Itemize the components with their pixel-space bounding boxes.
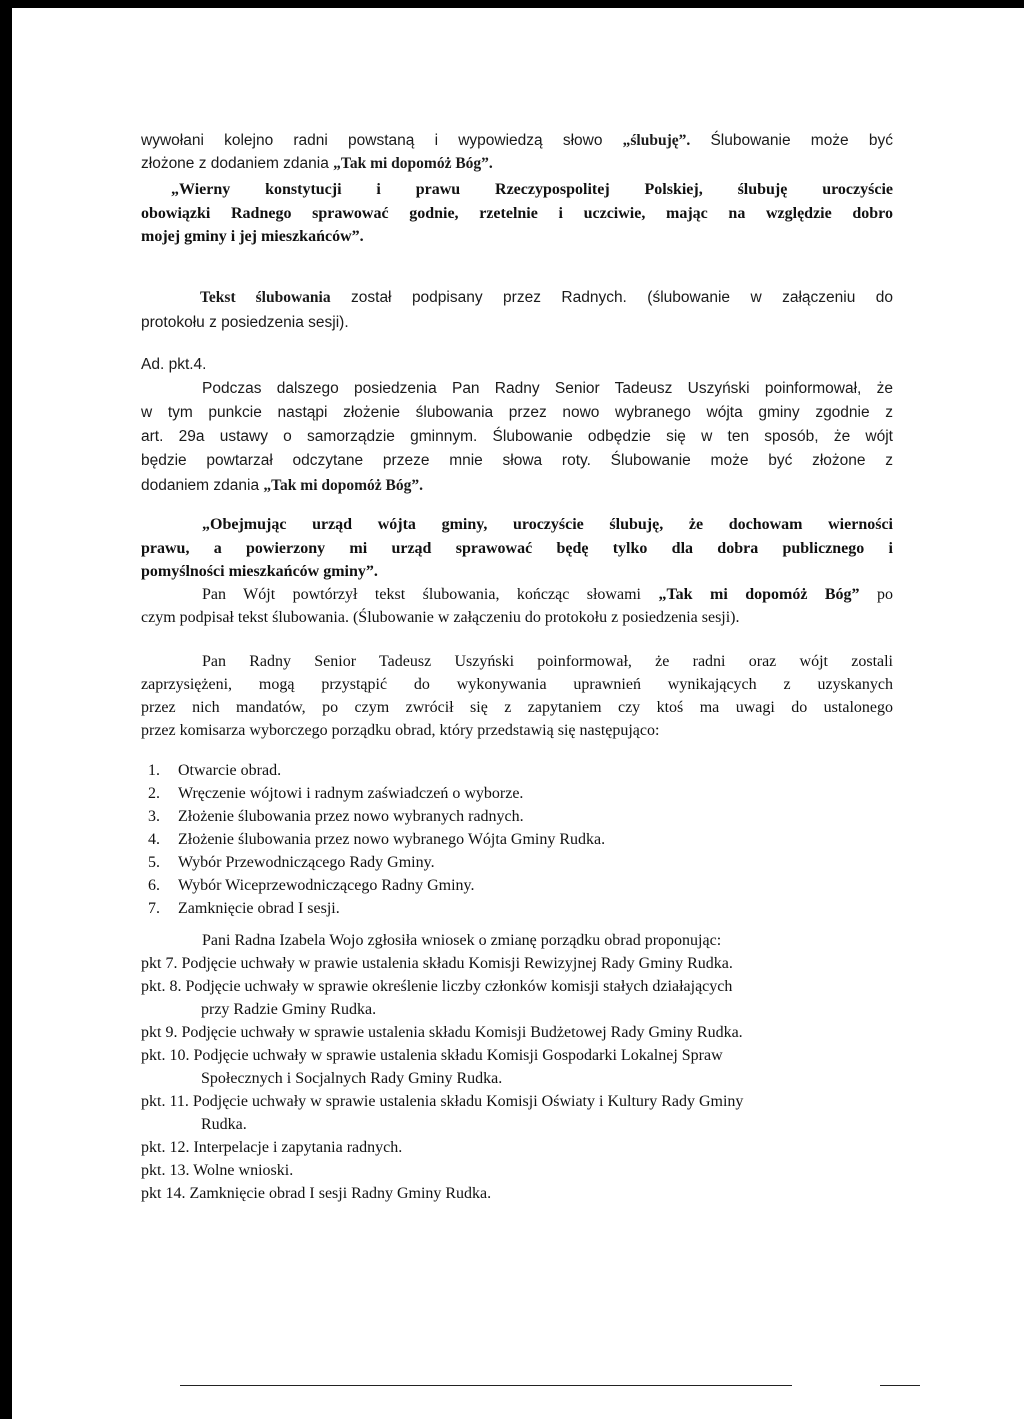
para4-line3: art. 29a ustawy o samorządzie gminnym. Ślubowanie odbędzie się w ten sposób, że wójt — [141, 428, 893, 445]
list-item-continuation: Społecznych i Socjalnych Rady Gminy Rudka. — [201, 1070, 503, 1087]
signed-line2: protokołu z posiedzenia sesji). — [141, 314, 349, 331]
scan-border-top — [0, 0, 1024, 8]
list-item: pkt 14. Zamknięcie obrad I sesji Radny Gminy Rudka. — [141, 1185, 492, 1202]
oath2-line2: prawu, a powierzony mi urząd sprawować będę tylko dla dobra publicznego i — [141, 540, 893, 557]
scan-border-left — [0, 0, 12, 1419]
para4-line4: będzie powtarzał odczytane przeze mnie słowa roty. Ślubowanie może być złożone z — [141, 452, 893, 469]
motion-intro: Pani Radna Izabela Wojo zgłosiła wniosek o zmianę porządku obrad proponując: — [202, 932, 722, 949]
list-item: pkt. 13. Wolne wnioski. — [141, 1162, 294, 1179]
footer-rule-left — [880, 1385, 920, 1386]
para5-line2: zaprzysiężeni, mogą przystąpić do wykonywania uprawnień wynikających z uzyskanych — [141, 676, 893, 693]
signed-line1: Tekst ślubowania został podpisany przez Radnych. (ślubowanie w załączeniu do — [200, 289, 893, 306]
para4-line2: w tym punkcie nastąpi złożenie ślubowania przez nowo wybranego wójta gminy zgodnie z — [141, 404, 893, 421]
list-item-continuation: przy Radzie Gminy Rudka. — [201, 1001, 377, 1018]
para4-line1: Podczas dalszego posiedzenia Pan Radny Senior Tadeusz Uszyński poinformował, że — [202, 380, 893, 397]
list-item: pkt. 8. Podjęcie uchwały w sprawie określenie liczby członków komisji stałych działających — [141, 978, 733, 995]
para1-line2: złożone z dodaniem zdania „Tak mi dopomóż Bóg”. — [141, 155, 493, 172]
ad-pkt-4-label: Ad. pkt.4. — [141, 356, 207, 373]
list-item: pkt. 11. Podjęcie uchwały w sprawie ustalenia składu Komisji Oświaty i Kultury Rady Gminy — [141, 1093, 744, 1110]
oath1-line2: obowiązki Radnego sprawować godnie, rzetelnie i uczciwie, mając na względzie dobro — [141, 205, 893, 222]
para5-line3: przez nich mandatów, po czym zwrócił się z zapytaniem czy ktoś ma uwagi do ustalonego — [141, 699, 893, 716]
list-item-continuation: Rudka. — [201, 1116, 247, 1133]
list-item: pkt 7. Podjęcie uchwały w prawie ustalenia składu Komisji Rewizyjnej Rady Gminy Rudka. — [141, 955, 733, 972]
document-page: wywołani kolejno radni powstaną i wypowiedzą słowo „ślubuję”. Ślubowanie może być złożone z dodaniem zdania „Tak mi dopomóż Bóg”. „Wierny konstytucji i prawu Rzeczypospolitej Polskiej, ślubuję uroczyście obowiązki Radnego sprawować godnie, rzetelnie i uczciwie, mając na względzie dobro mojej gminy i jej mieszkańców”. Tekst ślubowania został podpisany przez Radnych. (ślubowanie w załączeniu do protokołu z posiedzenia sesji). Ad. pkt.4. Podczas dalszego posiedzenia Pan Radny Senior Tadeusz Uszyński poinformował, że w tym punkcie nastąpi złożenie ślubowania przez nowo wybranego wójta gminy zgodnie z art. 29a ustawy o samorządzie gminnym. Ślubowanie odbędzie się w ten sposób, że wójt będzie powtarzał odczytane przeze mnie słowa roty. Ślubowanie może być złożone z dodaniem zdania „Tak mi dopomóż Bóg”. „Obejmując urząd wójta gminy, uroczyście ślubuję, że dochowam wierności prawu, a powierzony mi urząd sprawować będę tylko dla dobra publicznego i pomyślności mieszkańców gminy”. Pan Wójt powtórzył tekst ślubowania, kończąc słowami „Tak mi dopomóż Bóg” po czym podpisał tekst ślubowania. (Ślubowanie w załączeniu do protokołu z posiedzenia sesji). Pan Radny Senior Tadeusz Uszyński poinformował, że radni oraz wójt zostali zaprzysiężeni, mogą przystąpić do wykonywania uprawnień wynikających z uzyskanych przez nich mandatów, po czym zwrócił się z zapytaniem czy ktoś ma uwagi do ustalonego przez komisarza wyborczego porządku obrad, który przedstawią się następująco: 1. Otwarcie obrad. 2. Wręczenie wójtowi i radnym zaświadczeń o wyborze. 3. Złożenie ślubowania przez nowo wybranych radnych. 4. Złożenie ślubowania przez nowo wybranego Wójta Gminy Rudka. 5. Wybór Przewodniczącego Rady Gminy. 6. Wybór Wiceprzewodniczącego Radny Gminy. 7. Zamknięcie obrad I sesji. Pani Radna Izabela Wojo zgłosiła wniosek o zmianę porządku obrad proponując: pkt 7. Podjęcie uchwały w prawie ustalenia składu Komisji Rewizyjnej Rady Gminy Rudka. pkt. 8. Podjęcie uchwały w sprawie określenie liczby członków komisji stałych działających przy Radzie Gminy Rudka. pkt 9. Podjęcie uchwały w sprawie ustalenia składu Komisji Budżetowej Rady Gminy Rudka. pkt. 10. Podjęcie uchwały w sprawie ustalenia składu Komisji Gospodarki Lokalnej Spraw Społecznych i Socjalnych Rady Gminy Rudka. pkt. 11. Podjęcie uchwały w sprawie ustalenia składu Komisji Oświaty i Kultury Rady Gminy Rudka. pkt. 12. Interpelacje i zapytania radnych. pkt. 13. Wolne wnioski. pkt 14. Zamknięcie obrad I sesji Radny Gminy Rudka. — [0, 0, 1024, 1419]
list-item: pkt. 12. Interpelacje i zapytania radnych. — [141, 1139, 403, 1156]
oath2-line1: „Obejmując urząd wójta gminy, uroczyście ślubuję, że dochowam wierności — [202, 516, 893, 533]
oath1-line1: „Wierny konstytucji i prawu Rzeczypospolitej Polskiej, ślubuję uroczyście — [171, 181, 893, 198]
footer-rule — [180, 1385, 792, 1386]
oath2-line3: pomyślności mieszkańców gminy”. — [141, 563, 378, 580]
para1-line1: wywołani kolejno radni powstaną i wypowiedzą słowo „ślubuję”. Ślubowanie może być — [141, 132, 893, 149]
oath1-line3: mojej gminy i jej mieszkańców”. — [141, 228, 364, 245]
list-item: pkt. 10. Podjęcie uchwały w sprawie ustalenia składu Komisji Gospodarki Lokalnej Spraw — [141, 1047, 723, 1064]
oath2-line5: czym podpisał tekst ślubowania. (Ślubowanie w załączeniu do protokołu z posiedzenia sesji). — [141, 609, 740, 626]
para5-line1: Pan Radny Senior Tadeusz Uszyński poinformował, że radni oraz wójt zostali — [202, 653, 893, 670]
list-item: pkt 9. Podjęcie uchwały w sprawie ustalenia składu Komisji Budżetowej Rady Gminy Rudka. — [141, 1024, 743, 1041]
para5-line4: przez komisarza wyborczego porządku obrad, który przedstawią się następująco: — [141, 722, 660, 739]
oath2-line4: Pan Wójt powtórzył tekst ślubowania, kończąc słowami „Tak mi dopomóż Bóg” po — [202, 586, 894, 603]
para4-line5: dodaniem zdania „Tak mi dopomóż Bóg”. — [141, 477, 423, 494]
